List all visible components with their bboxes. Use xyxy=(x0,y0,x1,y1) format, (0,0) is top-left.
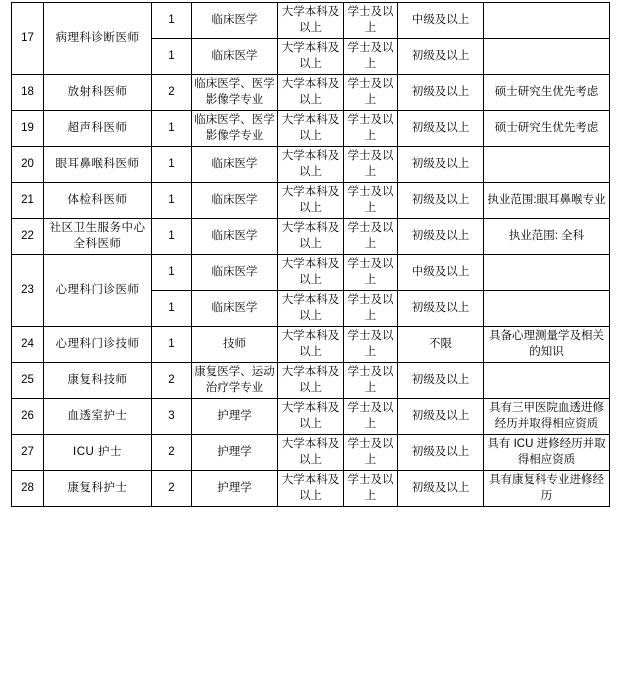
cell-no: 19 xyxy=(12,111,44,147)
cell-post: 社区卫生服务中心全科医师 xyxy=(44,219,152,255)
cell-title: 初级及以上 xyxy=(398,471,484,507)
cell-edu: 大学本科及以上 xyxy=(278,327,344,363)
cell-num: 1 xyxy=(152,219,192,255)
table-row xyxy=(12,471,610,507)
recruitment-table-page xyxy=(0,2,620,686)
cell-major: 护理学 xyxy=(192,435,278,471)
cell-major: 临床医学 xyxy=(192,219,278,255)
cell-title: 初级及以上 xyxy=(398,435,484,471)
cell-major: 临床医学、医学影像学专业 xyxy=(192,111,278,147)
cell-num: 1 xyxy=(152,327,192,363)
cell-title: 初级及以上 xyxy=(398,183,484,219)
cell-title: 初级及以上 xyxy=(398,399,484,435)
cell-title: 初级及以上 xyxy=(398,75,484,111)
table-row xyxy=(12,255,610,291)
cell-degree: 学士及以上 xyxy=(344,399,398,435)
table-row xyxy=(12,363,610,399)
cell-num: 1 xyxy=(152,147,192,183)
cell-degree: 学士及以上 xyxy=(344,75,398,111)
cell-num: 2 xyxy=(152,435,192,471)
cell-remark: 执业范围: 全科 xyxy=(484,219,610,255)
cell-edu: 大学本科及以上 xyxy=(278,471,344,507)
cell-remark xyxy=(484,363,610,399)
cell-post: 眼耳鼻喉科医师 xyxy=(44,147,152,183)
cell-major: 临床医学 xyxy=(192,39,278,75)
cell-no: 22 xyxy=(12,219,44,255)
cell-remark: 执业范围:眼耳鼻喉专业 xyxy=(484,183,610,219)
cell-edu: 大学本科及以上 xyxy=(278,111,344,147)
cell-edu: 大学本科及以上 xyxy=(278,399,344,435)
table-row xyxy=(12,435,610,471)
cell-post: 超声科医师 xyxy=(44,111,152,147)
cell-major: 护理学 xyxy=(192,471,278,507)
table-row xyxy=(12,75,610,111)
cell-major: 护理学 xyxy=(192,399,278,435)
cell-num: 3 xyxy=(152,399,192,435)
cell-major: 临床医学 xyxy=(192,291,278,327)
cell-post: ICU 护士 xyxy=(44,435,152,471)
cell-degree: 学士及以上 xyxy=(344,147,398,183)
table-body xyxy=(12,3,610,507)
cell-remark xyxy=(484,147,610,183)
cell-post: 放射科医师 xyxy=(44,75,152,111)
cell-major: 康复医学、运动治疗学专业 xyxy=(192,363,278,399)
cell-post: 心理科门诊医师 xyxy=(44,255,152,327)
cell-title: 中级及以上 xyxy=(398,255,484,291)
cell-remark xyxy=(484,3,610,39)
cell-remark: 硕士研究生优先考虑 xyxy=(484,75,610,111)
table-row xyxy=(12,183,610,219)
cell-no: 17 xyxy=(12,3,44,75)
cell-degree: 学士及以上 xyxy=(344,39,398,75)
cell-num: 1 xyxy=(152,39,192,75)
table-row xyxy=(12,219,610,255)
cell-title: 初级及以上 xyxy=(398,219,484,255)
cell-num: 2 xyxy=(152,471,192,507)
table-row xyxy=(12,147,610,183)
cell-title: 初级及以上 xyxy=(398,111,484,147)
cell-major: 临床医学 xyxy=(192,183,278,219)
cell-post: 病理科诊断医师 xyxy=(44,3,152,75)
cell-no: 23 xyxy=(12,255,44,327)
cell-post: 康复科技师 xyxy=(44,363,152,399)
cell-major: 临床医学 xyxy=(192,147,278,183)
cell-edu: 大学本科及以上 xyxy=(278,363,344,399)
cell-edu: 大学本科及以上 xyxy=(278,435,344,471)
cell-no: 20 xyxy=(12,147,44,183)
cell-degree: 学士及以上 xyxy=(344,219,398,255)
cell-title: 初级及以上 xyxy=(398,363,484,399)
cell-post: 康复科护士 xyxy=(44,471,152,507)
cell-degree: 学士及以上 xyxy=(344,327,398,363)
cell-remark xyxy=(484,291,610,327)
cell-post: 体检科医师 xyxy=(44,183,152,219)
cell-title: 初级及以上 xyxy=(398,147,484,183)
cell-remark: 具有 ICU 进修经历并取得相应资质 xyxy=(484,435,610,471)
cell-remark xyxy=(484,255,610,291)
table-row xyxy=(12,3,610,39)
cell-major: 临床医学 xyxy=(192,255,278,291)
cell-edu: 大学本科及以上 xyxy=(278,39,344,75)
cell-edu: 大学本科及以上 xyxy=(278,3,344,39)
cell-degree: 学士及以上 xyxy=(344,183,398,219)
cell-title: 不限 xyxy=(398,327,484,363)
cell-num: 2 xyxy=(152,75,192,111)
cell-title: 初级及以上 xyxy=(398,39,484,75)
cell-degree: 学士及以上 xyxy=(344,111,398,147)
cell-remark xyxy=(484,39,610,75)
cell-num: 1 xyxy=(152,111,192,147)
cell-edu: 大学本科及以上 xyxy=(278,75,344,111)
cell-degree: 学士及以上 xyxy=(344,435,398,471)
cell-degree: 学士及以上 xyxy=(344,471,398,507)
cell-degree: 学士及以上 xyxy=(344,3,398,39)
cell-remark: 硕士研究生优先考虑 xyxy=(484,111,610,147)
cell-no: 25 xyxy=(12,363,44,399)
cell-no: 26 xyxy=(12,399,44,435)
cell-post: 心理科门诊技师 xyxy=(44,327,152,363)
cell-remark: 具备心理测量学及相关的知识 xyxy=(484,327,610,363)
cell-num: 1 xyxy=(152,255,192,291)
recruitment-table xyxy=(11,2,610,507)
cell-no: 21 xyxy=(12,183,44,219)
table-row xyxy=(12,399,610,435)
cell-major: 临床医学 xyxy=(192,3,278,39)
cell-edu: 大学本科及以上 xyxy=(278,291,344,327)
cell-edu: 大学本科及以上 xyxy=(278,219,344,255)
table-row xyxy=(12,327,610,363)
cell-no: 18 xyxy=(12,75,44,111)
cell-remark: 具有康复科专业进修经历 xyxy=(484,471,610,507)
cell-edu: 大学本科及以上 xyxy=(278,147,344,183)
cell-degree: 学士及以上 xyxy=(344,255,398,291)
cell-num: 2 xyxy=(152,363,192,399)
cell-post: 血透室护士 xyxy=(44,399,152,435)
cell-edu: 大学本科及以上 xyxy=(278,183,344,219)
cell-major: 临床医学、医学影像学专业 xyxy=(192,75,278,111)
cell-num: 1 xyxy=(152,291,192,327)
cell-no: 24 xyxy=(12,327,44,363)
cell-remark: 具有三甲医院血透进修经历并取得相应资质 xyxy=(484,399,610,435)
cell-edu: 大学本科及以上 xyxy=(278,255,344,291)
cell-no: 28 xyxy=(12,471,44,507)
cell-major: 技师 xyxy=(192,327,278,363)
cell-num: 1 xyxy=(152,183,192,219)
cell-title: 中级及以上 xyxy=(398,3,484,39)
cell-title: 初级及以上 xyxy=(398,291,484,327)
cell-no: 27 xyxy=(12,435,44,471)
cell-num: 1 xyxy=(152,3,192,39)
cell-degree: 学士及以上 xyxy=(344,363,398,399)
cell-degree: 学士及以上 xyxy=(344,291,398,327)
table-row xyxy=(12,111,610,147)
